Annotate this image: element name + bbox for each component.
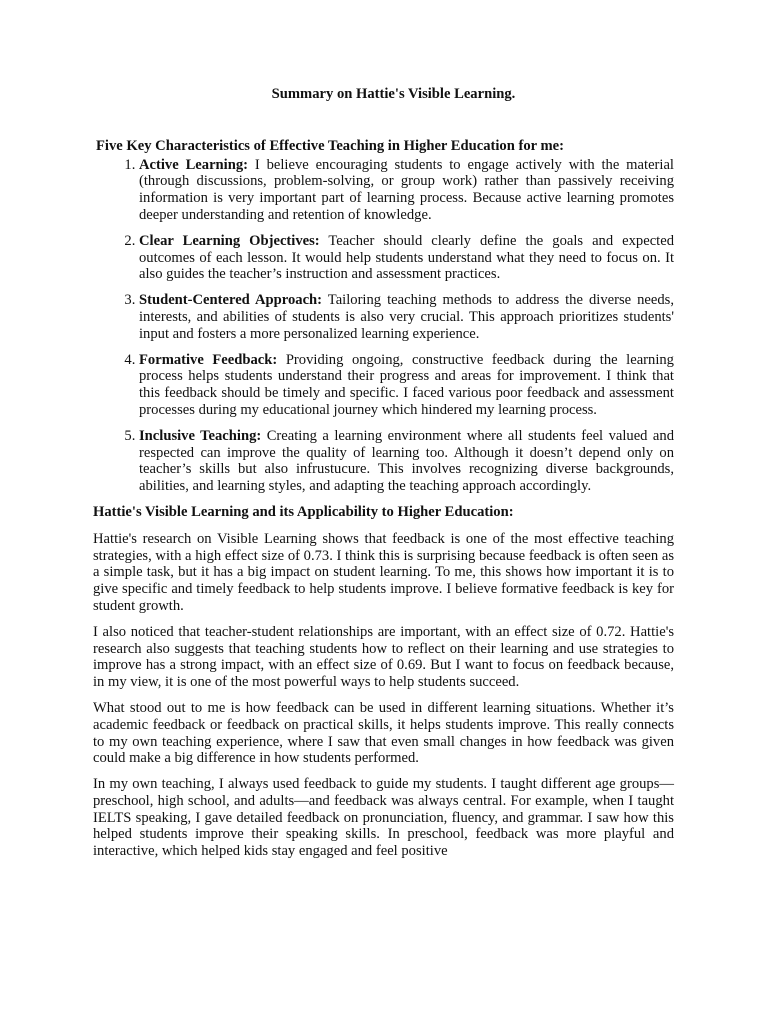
list-item [139,352,674,419]
list-item [139,428,674,495]
document-content [93,86,674,869]
list-item-text: I believe encouraging students to engage actively with the material (through discussions, problem-solving, or group work) rather than passively receiving information is very important part of learning process. Because active learning promotes deeper understanding and retention of knowledge. [139,156,674,223]
list-item-term: Inclusive Teaching: [139,427,262,444]
list-item-term: Clear Learning Objectives: [139,232,320,249]
applicability-heading: Hattie's Visible Learning and its Applicability to Higher Education: [93,503,514,520]
list-item-term: Active Learning: [139,156,248,173]
paragraph: Hattie's research on Visible Learning shows that feedback is one of the most effective teaching strategies, with a high effect size of 0.73. I think this is surprising because feedback is often seen as a simple task, but it has a big impact on student learning. To me, this shows how important it is to give specific and timely feedback to help students improve. I believe formative feedback is key for student growth. [93,530,674,614]
paragraph: What stood out to me is how feedback can be used in different learning situations. Whether it’s academic feedback or feedback on practical skills, it helps students improve. This really connects to my own teaching experience, where I saw that even small changes in how feedback was given could make a big difference in how students performed. [93,699,674,767]
list-item-text: Tailoring teaching methods to address the diverse needs, interests, and abilities of students is also very crucial. This approach prioritizes students' input and fosters a more personalized learning experience. [139,292,674,342]
list-item-term: Student-Centered Approach: [139,292,323,309]
characteristics-heading: Five Key Characteristics of Effective Teaching in Higher Education for me: [96,137,565,154]
list-item-text: Providing ongoing, constructive feedback during the learning process helps students understand their progress and areas for improvement. I think that this feedback should be timely and specific. I faced various poor feedback and assessment processes during my educational journey which hindered my learning process. [139,351,674,418]
paragraph: I also noticed that teacher-student relationships are important, with an effect size of 0.72. Hattie's research also suggests that teaching students how to reflect on their learning and use strategies to improve has a strong impact, with an effect size of 0.69. But I want to focus on feedback because, in my view, it is one of the most powerful ways to help students succeed. [93,623,674,691]
list-item [139,157,674,224]
paragraph: In my own teaching, I always used feedback to guide my students. I taught different age groups—preschool, high school, and adults—and feedback was always central. For example, when I taught IELTS speaking, I gave detailed feedback on pronunciation, fluency, and grammar. I saw how this helped students improve their speaking skills. In preschool, feedback was more playful and interactive, which helped kids stay engaged and feel positive [93,776,674,860]
list-item [139,233,674,283]
list-item [139,292,674,342]
list-item-text: Creating a learning environment where all students feel valued and respected can improve the quality of learning too. Although it doesn’t depend only on teacher’s skills but also infrustucure. This involves recognizing diverse backgrounds, abilities, and learning styles, and adapting the teaching approach accordingly. [139,427,674,495]
characteristics-list [93,157,674,495]
list-item-term: Formative Feedback: [139,351,278,368]
list-item-text: Teacher should clearly define the goals and expected outcomes of each lesson. It would help students understand what they need to focus on. It also guides the teacher’s instruction and assessment practices. [139,232,674,283]
document-title: Summary on Hattie's Visible Learning. [271,86,516,102]
